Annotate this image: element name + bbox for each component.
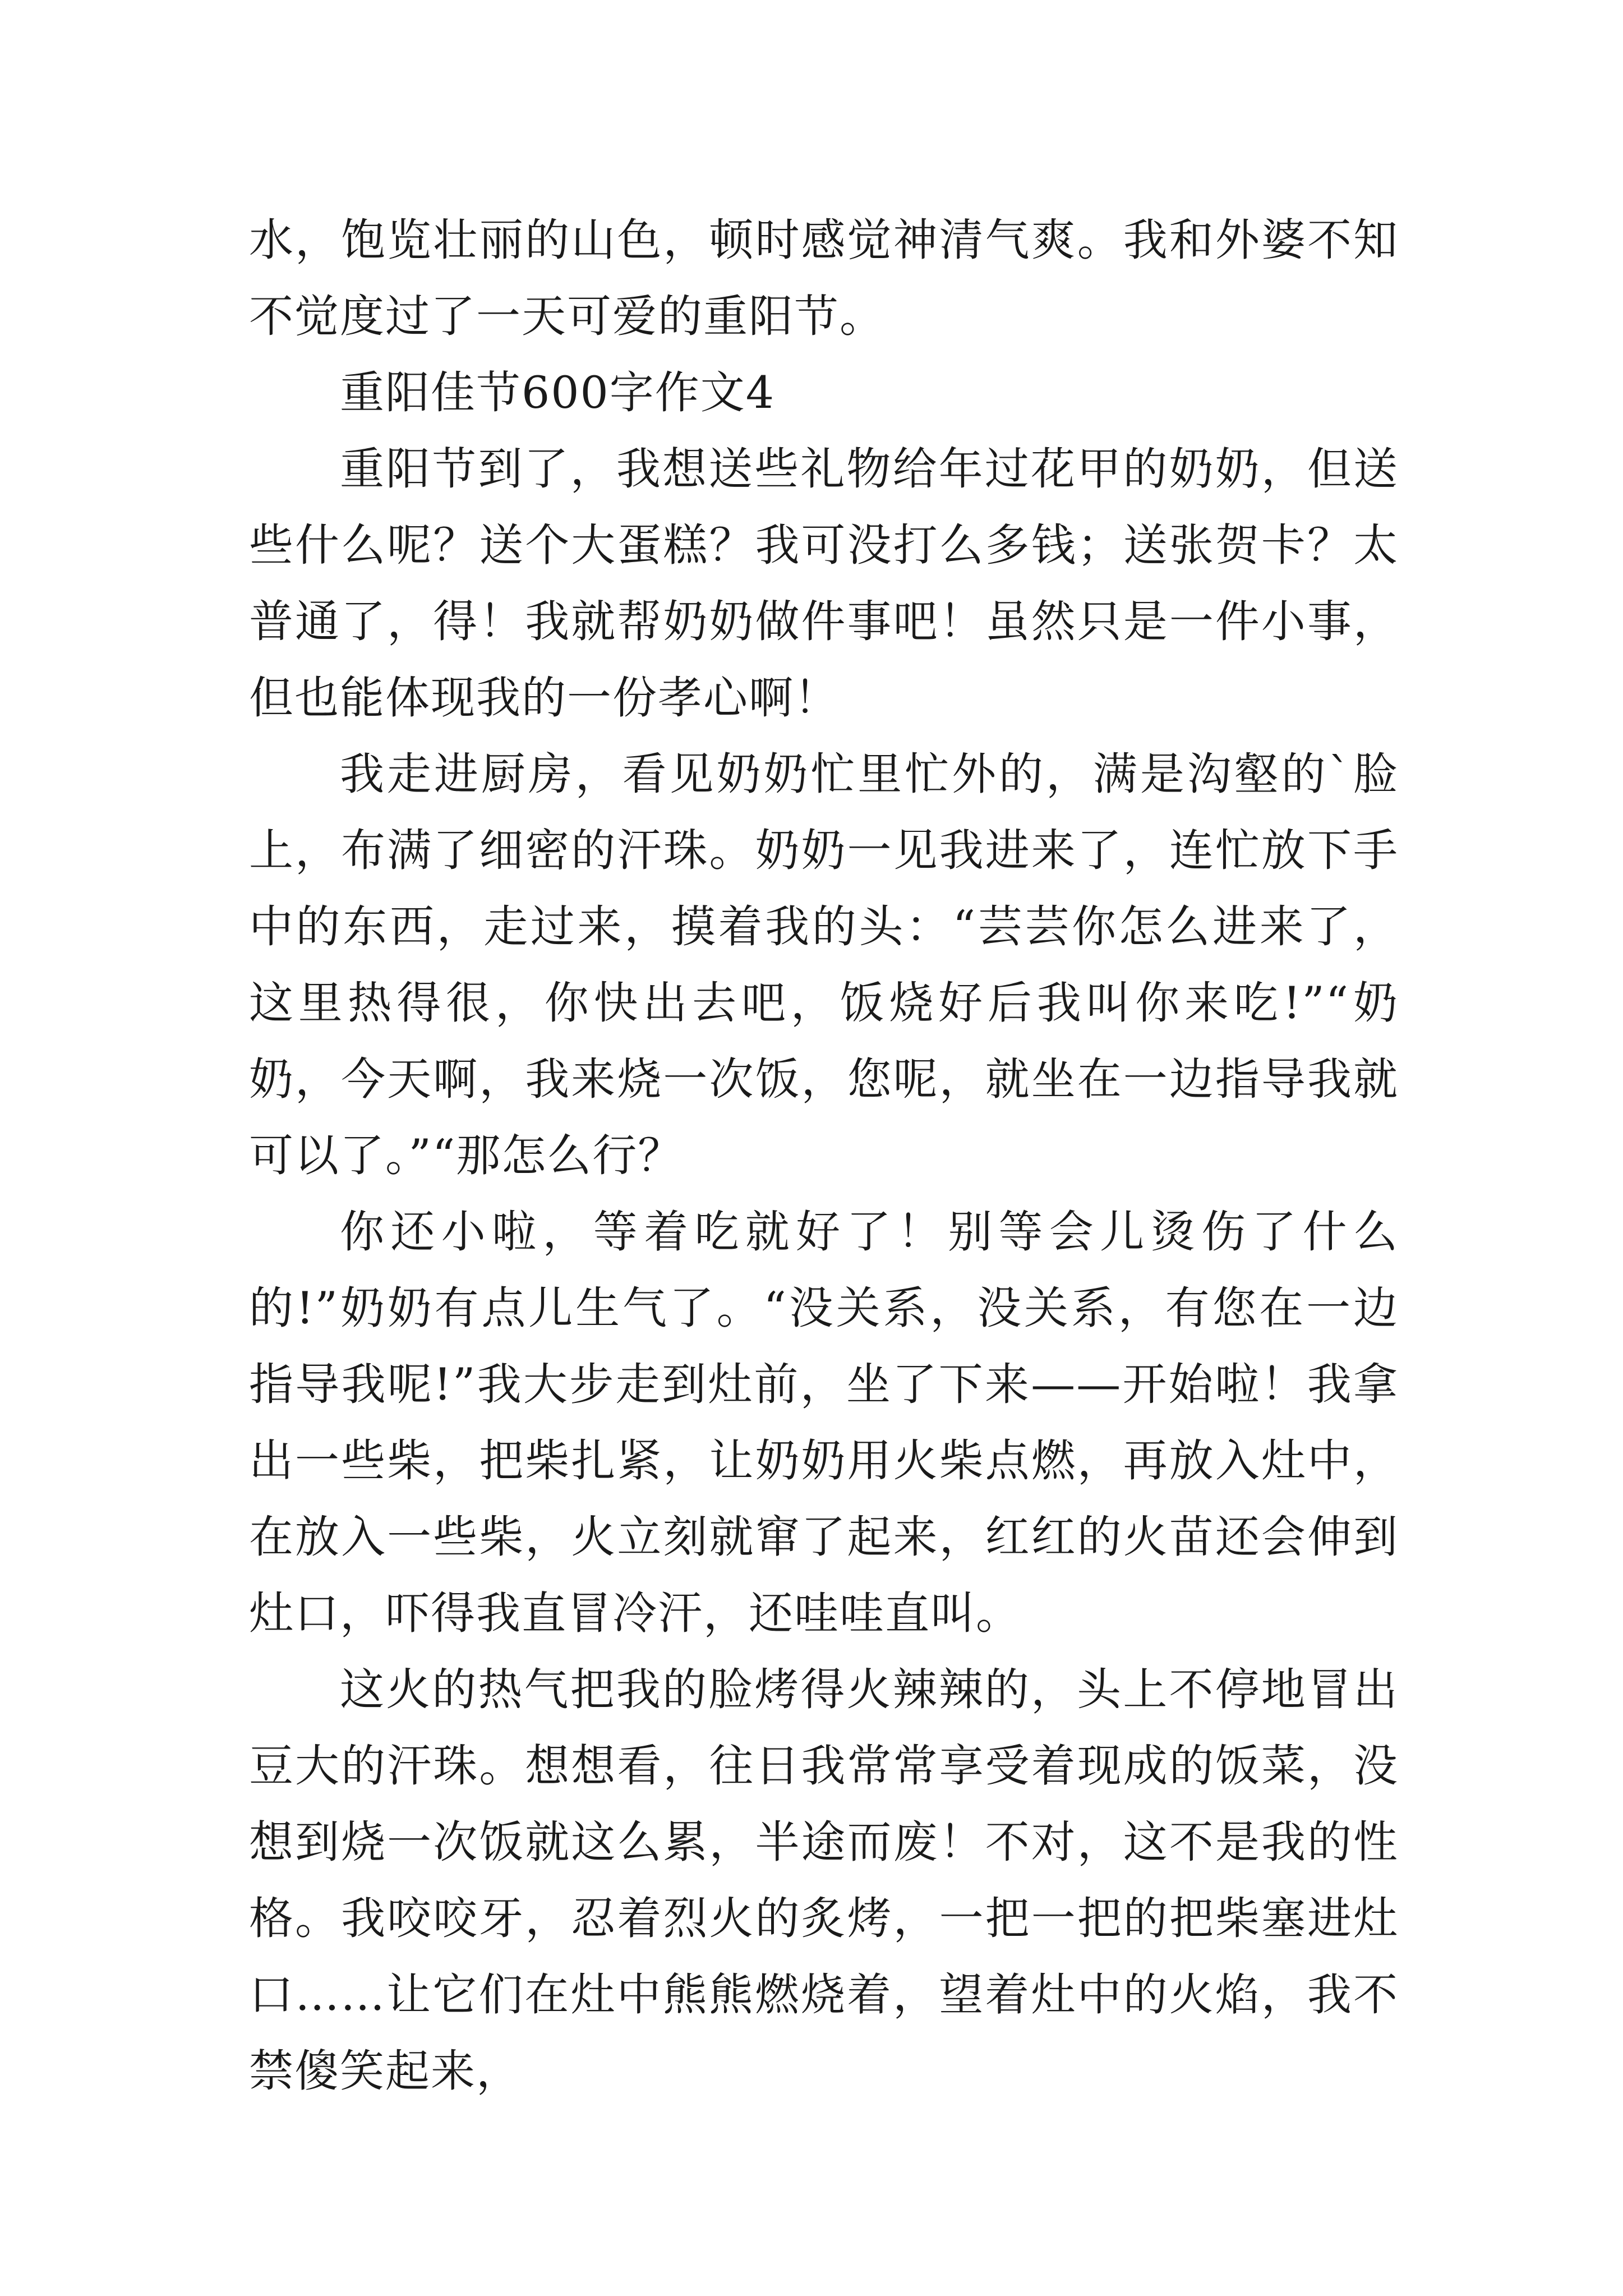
section-heading: 重阳佳节600字作文4 [340,367,776,418]
paragraph: 你还小啦，等着吃就好了！别等会儿烫伤了什么的!”奶奶有点儿生气了。“没关系，没关系，有您在一边指导我呢!”我大步走到灶前，坐了下来——开始啦！我拿出一些柴，把柴扎紧，让奶奶用火柴点燃，再放入灶中，在放入一些柴，火立刻就窜了起来，红红的火苗还会伸到灶口，吓得我直冒冷汗，还哇哇直叫。 [249,1206,1399,1639]
paragraph: 水，饱览壮丽的山色，顿时感觉神清气爽。我和外婆不知不觉度过了一天可爱的重阳节。 [249,214,1399,342]
paragraph: 这火的热气把我的脸烤得火辣辣的，头上不停地冒出豆大的汗珠。想想看，往日我常常享受着现成的饭菜，没想到烧一次饭就这么累，半途而废！不对，这不是我的性格。我咬咬牙，忍着烈火的炙烤，一把一把的把柴塞进灶口……让它们在灶中熊熊燃烧着，望着灶中的火焰，我不禁傻笑起来， [249,1664,1399,2097]
text-body [249,202,1399,2109]
paragraph: 我走进厨房，看见奶奶忙里忙外的，满是沟壑的`脸上，布满了细密的汗珠。奶奶一见我进来了，连忙放下手中的东西，走过来，摸着我的头：“芸芸你怎么进来了，这里热得很，你快出去吧，饭烧好后我叫你来吃!”“奶奶，今天啊，我来烧一次饭，您呢，就坐在一边指导我就可以了。”“那怎么行？ [249,748,1399,1181]
paragraph: 重阳节到了，我想送些礼物给年过花甲的奶奶，但送些什么呢？送个大蛋糕？我可没打么多钱；送张贺卡？太普通了，得！我就帮奶奶做件事吧！虽然只是一件小事，但也能体现我的一份孝心啊！ [249,443,1399,724]
